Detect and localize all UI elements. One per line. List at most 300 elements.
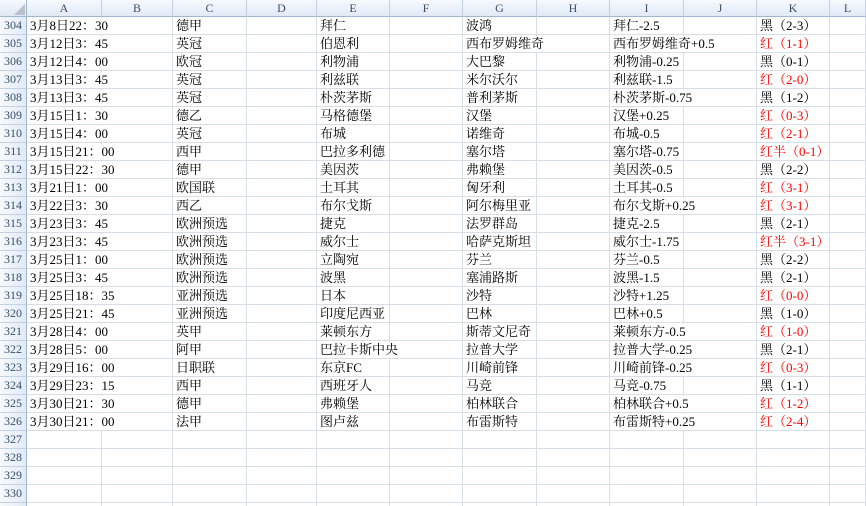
cell-L314[interactable]: [830, 197, 866, 215]
cell-I320[interactable]: [610, 305, 684, 323]
cell-F320[interactable]: [390, 305, 463, 323]
cell-D307[interactable]: [247, 71, 317, 89]
cell-C328[interactable]: [173, 449, 247, 467]
cell-A308[interactable]: [27, 89, 109, 107]
row-header-321[interactable]: 321: [0, 323, 27, 341]
cell-E322[interactable]: [317, 341, 399, 359]
cell-G316[interactable]: [463, 233, 537, 251]
cell-I309[interactable]: [610, 107, 684, 125]
cell-J321[interactable]: [684, 323, 757, 341]
cell-F326[interactable]: [390, 413, 463, 431]
cell-J308[interactable]: [684, 89, 757, 107]
cell-A311[interactable]: [27, 143, 115, 161]
cell-E308[interactable]: [317, 89, 390, 107]
row-header-313[interactable]: 313: [0, 179, 27, 197]
cell-A323[interactable]: [27, 359, 115, 377]
cell-H318[interactable]: [537, 269, 610, 287]
cell-G330[interactable]: [463, 485, 537, 503]
cell-F312[interactable]: [390, 161, 463, 179]
cell-J311[interactable]: [684, 143, 757, 161]
cell-A309[interactable]: [27, 107, 109, 125]
cell-C307[interactable]: [173, 71, 247, 89]
cell-D321[interactable]: [247, 323, 317, 341]
cell-D318[interactable]: [247, 269, 317, 287]
row-header-326[interactable]: 326: [0, 413, 27, 431]
cell-E327[interactable]: [317, 431, 390, 449]
cell-L315[interactable]: [830, 215, 866, 233]
cell-K328[interactable]: [757, 449, 830, 467]
cell-I325[interactable]: [610, 395, 689, 413]
cell-E314[interactable]: [317, 197, 390, 215]
cell-J319[interactable]: [684, 287, 757, 305]
row-header-314[interactable]: 314: [0, 197, 27, 215]
cell-H313[interactable]: [537, 179, 610, 197]
cell-I308[interactable]: [610, 89, 693, 107]
cell-D328[interactable]: [247, 449, 317, 467]
cell-F309[interactable]: [390, 107, 463, 125]
column-header-B[interactable]: B: [102, 0, 173, 17]
cell-J323[interactable]: [684, 359, 757, 377]
cell-B322[interactable]: [102, 341, 173, 359]
cell-L327[interactable]: [830, 431, 866, 449]
cell-I311[interactable]: [610, 143, 684, 161]
row-header-327[interactable]: 327: [0, 431, 27, 449]
cell-I317[interactable]: [610, 251, 684, 269]
cell-C330[interactable]: [173, 485, 247, 503]
cell-D319[interactable]: [247, 287, 317, 305]
cell-F325[interactable]: [390, 395, 463, 413]
select-all-corner[interactable]: [0, 0, 27, 17]
cell-L307[interactable]: [830, 71, 866, 89]
column-header-A[interactable]: A: [27, 0, 102, 17]
cell-G320[interactable]: [463, 305, 537, 323]
row-header-312[interactable]: 312: [0, 161, 27, 179]
cell-L325[interactable]: [830, 395, 866, 413]
cell-C309[interactable]: [173, 107, 247, 125]
cell-A315[interactable]: [27, 215, 109, 233]
cell-C306[interactable]: [173, 53, 247, 71]
cell-J327[interactable]: [684, 431, 757, 449]
cell-H308[interactable]: [537, 89, 610, 107]
cell-F316[interactable]: [390, 233, 463, 251]
cell-K314[interactable]: [757, 197, 830, 215]
row-header-322[interactable]: 322: [0, 341, 27, 359]
cell-D308[interactable]: [247, 89, 317, 107]
cell-B313[interactable]: [102, 179, 173, 197]
cell-B327[interactable]: [102, 431, 173, 449]
row-header-329[interactable]: 329: [0, 467, 27, 485]
cell-E326[interactable]: [317, 413, 390, 431]
cell-L320[interactable]: [830, 305, 866, 323]
cell-F310[interactable]: [390, 125, 463, 143]
cell-G305[interactable]: [463, 35, 545, 53]
cell-I314[interactable]: [610, 197, 696, 215]
cell-I326[interactable]: [610, 413, 696, 431]
cell-B330[interactable]: [102, 485, 173, 503]
cell-H324[interactable]: [537, 377, 610, 395]
cell-A330[interactable]: [27, 485, 102, 503]
cell-I321[interactable]: [610, 323, 684, 341]
cell-F314[interactable]: [390, 197, 463, 215]
cell-F305[interactable]: [390, 35, 463, 53]
cell-J309[interactable]: [684, 107, 757, 125]
cell-A328[interactable]: [27, 449, 102, 467]
cell-F321[interactable]: [390, 323, 463, 341]
cell-I313[interactable]: [610, 179, 684, 197]
cell-H305[interactable]: [537, 35, 610, 53]
cell-H312[interactable]: [537, 161, 610, 179]
cell-F327[interactable]: [390, 431, 463, 449]
cell-D320[interactable]: [247, 305, 317, 323]
cell-E309[interactable]: [317, 107, 390, 125]
cell-C315[interactable]: [173, 215, 247, 233]
cell-K304[interactable]: [757, 17, 830, 35]
cell-E307[interactable]: [317, 71, 390, 89]
cell-G317[interactable]: [463, 251, 537, 269]
cell-I322[interactable]: [610, 341, 693, 359]
cell-D310[interactable]: [247, 125, 317, 143]
row-header-307[interactable]: 307: [0, 71, 27, 89]
cell-F306[interactable]: [390, 53, 463, 71]
cell-K321[interactable]: [757, 323, 830, 341]
cell-A322[interactable]: [27, 341, 109, 359]
cell-L304[interactable]: [830, 17, 866, 35]
cell-F317[interactable]: [390, 251, 463, 269]
cell-D322[interactable]: [247, 341, 317, 359]
cell-C305[interactable]: [173, 35, 247, 53]
cell-I305[interactable]: [610, 35, 715, 53]
row-header-328[interactable]: 328: [0, 449, 27, 467]
row-header-330[interactable]: 330: [0, 485, 27, 503]
cell-K327[interactable]: [757, 431, 830, 449]
cell-H314[interactable]: [537, 197, 610, 215]
cell-H307[interactable]: [537, 71, 610, 89]
cell-H325[interactable]: [537, 395, 610, 413]
cell-E320[interactable]: [317, 305, 390, 323]
cell-A326[interactable]: [27, 413, 115, 431]
cell-G329[interactable]: [463, 467, 537, 485]
cell-E313[interactable]: [317, 179, 390, 197]
cell-L322[interactable]: [830, 341, 866, 359]
cell-J306[interactable]: [684, 53, 757, 71]
cell-C304[interactable]: [173, 17, 247, 35]
cell-F319[interactable]: [390, 287, 463, 305]
cell-A304[interactable]: [27, 17, 109, 35]
row-header-304[interactable]: 304: [0, 17, 27, 35]
cell-J307[interactable]: [684, 71, 757, 89]
cell-F328[interactable]: [390, 449, 463, 467]
cell-K329[interactable]: [757, 467, 830, 485]
cell-F318[interactable]: [390, 269, 463, 287]
cell-C317[interactable]: [173, 251, 247, 269]
cell-K308[interactable]: [757, 89, 830, 107]
cell-K307[interactable]: [757, 71, 830, 89]
cell-K324[interactable]: [757, 377, 830, 395]
column-header-G[interactable]: G: [463, 0, 537, 17]
cell-G318[interactable]: [463, 269, 537, 287]
cell-B308[interactable]: [102, 89, 173, 107]
cell-J318[interactable]: [684, 269, 757, 287]
row-header-324[interactable]: 324: [0, 377, 27, 395]
cell-B309[interactable]: [102, 107, 173, 125]
cell-H321[interactable]: [537, 323, 610, 341]
cell-H315[interactable]: [537, 215, 610, 233]
cell-I327[interactable]: [610, 431, 684, 449]
cell-A324[interactable]: [27, 377, 115, 395]
cell-H322[interactable]: [537, 341, 610, 359]
cell-D329[interactable]: [247, 467, 317, 485]
row-header-315[interactable]: 315: [0, 215, 27, 233]
cell-D325[interactable]: [247, 395, 317, 413]
cell-L311[interactable]: [830, 143, 866, 161]
cell-D304[interactable]: [247, 17, 317, 35]
column-header-K[interactable]: K: [757, 0, 830, 17]
cell-J317[interactable]: [684, 251, 757, 269]
cell-L305[interactable]: [830, 35, 866, 53]
cell-C314[interactable]: [173, 197, 247, 215]
cell-G325[interactable]: [463, 395, 537, 413]
column-header-H[interactable]: H: [537, 0, 610, 17]
cell-E317[interactable]: [317, 251, 390, 269]
cell-L323[interactable]: [830, 359, 866, 377]
cell-J329[interactable]: [684, 467, 757, 485]
cell-L324[interactable]: [830, 377, 866, 395]
column-header-C[interactable]: C: [173, 0, 247, 17]
cell-G307[interactable]: [463, 71, 537, 89]
cell-H319[interactable]: [537, 287, 610, 305]
cell-E312[interactable]: [317, 161, 390, 179]
cell-K309[interactable]: [757, 107, 830, 125]
cell-H310[interactable]: [537, 125, 610, 143]
cell-H306[interactable]: [537, 53, 610, 71]
row-header-316[interactable]: 316: [0, 233, 27, 251]
cell-D326[interactable]: [247, 413, 317, 431]
column-header-I[interactable]: I: [610, 0, 684, 17]
cell-A318[interactable]: [27, 269, 109, 287]
cell-I304[interactable]: [610, 17, 684, 35]
row-header-305[interactable]: 305: [0, 35, 27, 53]
cell-C310[interactable]: [173, 125, 247, 143]
cell-E311[interactable]: [317, 143, 390, 161]
cell-D312[interactable]: [247, 161, 317, 179]
cell-H329[interactable]: [537, 467, 610, 485]
cell-C316[interactable]: [173, 233, 247, 251]
cell-J322[interactable]: [684, 341, 757, 359]
cell-J320[interactable]: [684, 305, 757, 323]
cell-L329[interactable]: [830, 467, 866, 485]
cell-I329[interactable]: [610, 467, 684, 485]
cell-K325[interactable]: [757, 395, 830, 413]
cell-G322[interactable]: [463, 341, 537, 359]
cell-J315[interactable]: [684, 215, 757, 233]
cell-A305[interactable]: [27, 35, 109, 53]
cell-G328[interactable]: [463, 449, 537, 467]
row-header-317[interactable]: 317: [0, 251, 27, 269]
column-header-J[interactable]: J: [684, 0, 757, 17]
cell-B316[interactable]: [102, 233, 173, 251]
cell-E329[interactable]: [317, 467, 390, 485]
cell-L318[interactable]: [830, 269, 866, 287]
cell-J324[interactable]: [684, 377, 757, 395]
cell-J312[interactable]: [684, 161, 757, 179]
cell-C326[interactable]: [173, 413, 247, 431]
cell-C322[interactable]: [173, 341, 247, 359]
cell-B307[interactable]: [102, 71, 173, 89]
cell-A310[interactable]: [27, 125, 109, 143]
cell-J310[interactable]: [684, 125, 757, 143]
cell-G321[interactable]: [463, 323, 537, 341]
cell-E316[interactable]: [317, 233, 390, 251]
cell-G326[interactable]: [463, 413, 537, 431]
cell-J328[interactable]: [684, 449, 757, 467]
cell-B318[interactable]: [102, 269, 173, 287]
cell-K312[interactable]: [757, 161, 830, 179]
cell-L306[interactable]: [830, 53, 866, 71]
cell-F329[interactable]: [390, 467, 463, 485]
cell-B321[interactable]: [102, 323, 173, 341]
cell-L319[interactable]: [830, 287, 866, 305]
row-header-320[interactable]: 320: [0, 305, 27, 323]
cell-D315[interactable]: [247, 215, 317, 233]
cell-E328[interactable]: [317, 449, 390, 467]
cell-L326[interactable]: [830, 413, 866, 431]
cell-A314[interactable]: [27, 197, 109, 215]
row-header-318[interactable]: 318: [0, 269, 27, 287]
cell-H326[interactable]: [537, 413, 610, 431]
cell-I324[interactable]: [610, 377, 684, 395]
cell-I316[interactable]: [610, 233, 684, 251]
cell-D305[interactable]: [247, 35, 317, 53]
cell-D316[interactable]: [247, 233, 317, 251]
cell-G309[interactable]: [463, 107, 537, 125]
cell-C325[interactable]: [173, 395, 247, 413]
cell-H323[interactable]: [537, 359, 610, 377]
cell-E330[interactable]: [317, 485, 390, 503]
cell-K305[interactable]: [757, 35, 830, 53]
row-header-325[interactable]: 325: [0, 395, 27, 413]
cell-D306[interactable]: [247, 53, 317, 71]
cell-G308[interactable]: [463, 89, 537, 107]
cell-C312[interactable]: [173, 161, 247, 179]
cell-G310[interactable]: [463, 125, 537, 143]
cell-A321[interactable]: [27, 323, 109, 341]
cell-G304[interactable]: [463, 17, 537, 35]
cell-C324[interactable]: [173, 377, 247, 395]
cell-G324[interactable]: [463, 377, 537, 395]
cell-F308[interactable]: [390, 89, 463, 107]
cell-K313[interactable]: [757, 179, 830, 197]
cell-K306[interactable]: [757, 53, 830, 71]
cell-C327[interactable]: [173, 431, 247, 449]
cell-G323[interactable]: [463, 359, 537, 377]
cell-I318[interactable]: [610, 269, 684, 287]
cell-I315[interactable]: [610, 215, 684, 233]
cell-C321[interactable]: [173, 323, 247, 341]
cell-G311[interactable]: [463, 143, 537, 161]
cell-C318[interactable]: [173, 269, 247, 287]
cell-I330[interactable]: [610, 485, 684, 503]
column-header-F[interactable]: F: [390, 0, 463, 17]
cell-F322[interactable]: [390, 341, 463, 359]
cell-F311[interactable]: [390, 143, 463, 161]
row-header-319[interactable]: 319: [0, 287, 27, 305]
cell-B305[interactable]: [102, 35, 173, 53]
cell-D314[interactable]: [247, 197, 317, 215]
cell-A312[interactable]: [27, 161, 115, 179]
cell-A327[interactable]: [27, 431, 102, 449]
cell-D313[interactable]: [247, 179, 317, 197]
cell-H316[interactable]: [537, 233, 610, 251]
cell-D317[interactable]: [247, 251, 317, 269]
cell-F323[interactable]: [390, 359, 463, 377]
cell-D311[interactable]: [247, 143, 317, 161]
cell-C311[interactable]: [173, 143, 247, 161]
cell-B314[interactable]: [102, 197, 173, 215]
cell-H320[interactable]: [537, 305, 610, 323]
cell-A325[interactable]: [27, 395, 115, 413]
cell-G312[interactable]: [463, 161, 537, 179]
cell-L313[interactable]: [830, 179, 866, 197]
row-header-309[interactable]: 309: [0, 107, 27, 125]
cell-J316[interactable]: [684, 233, 757, 251]
cell-K322[interactable]: [757, 341, 830, 359]
cell-E310[interactable]: [317, 125, 390, 143]
cell-D323[interactable]: [247, 359, 317, 377]
cell-H327[interactable]: [537, 431, 610, 449]
cell-K316[interactable]: [757, 233, 830, 251]
cell-K330[interactable]: [757, 485, 830, 503]
cell-G315[interactable]: [463, 215, 537, 233]
row-header-310[interactable]: 310: [0, 125, 27, 143]
cell-I328[interactable]: [610, 449, 684, 467]
cell-I307[interactable]: [610, 71, 684, 89]
cell-K318[interactable]: [757, 269, 830, 287]
cell-H328[interactable]: [537, 449, 610, 467]
cell-D330[interactable]: [247, 485, 317, 503]
cell-E321[interactable]: [317, 323, 390, 341]
column-header-D[interactable]: D: [247, 0, 317, 17]
cell-E315[interactable]: [317, 215, 390, 233]
cell-L309[interactable]: [830, 107, 866, 125]
cell-D309[interactable]: [247, 107, 317, 125]
cell-I310[interactable]: [610, 125, 684, 143]
cell-A313[interactable]: [27, 179, 109, 197]
cell-L316[interactable]: [830, 233, 866, 251]
cell-A307[interactable]: [27, 71, 109, 89]
cell-K323[interactable]: [757, 359, 830, 377]
cell-C323[interactable]: [173, 359, 247, 377]
cell-I323[interactable]: [610, 359, 693, 377]
cell-E325[interactable]: [317, 395, 390, 413]
cell-C319[interactable]: [173, 287, 247, 305]
cell-G313[interactable]: [463, 179, 537, 197]
cell-A319[interactable]: [27, 287, 115, 305]
cell-G319[interactable]: [463, 287, 537, 305]
cell-J304[interactable]: [684, 17, 757, 35]
cell-E305[interactable]: [317, 35, 390, 53]
cell-F324[interactable]: [390, 377, 463, 395]
cell-H317[interactable]: [537, 251, 610, 269]
cell-D324[interactable]: [247, 377, 317, 395]
cell-K310[interactable]: [757, 125, 830, 143]
cell-D327[interactable]: [247, 431, 317, 449]
cell-B310[interactable]: [102, 125, 173, 143]
row-header-323[interactable]: 323: [0, 359, 27, 377]
cell-K315[interactable]: [757, 215, 830, 233]
cell-F307[interactable]: [390, 71, 463, 89]
cell-K326[interactable]: [757, 413, 830, 431]
cell-K320[interactable]: [757, 305, 830, 323]
